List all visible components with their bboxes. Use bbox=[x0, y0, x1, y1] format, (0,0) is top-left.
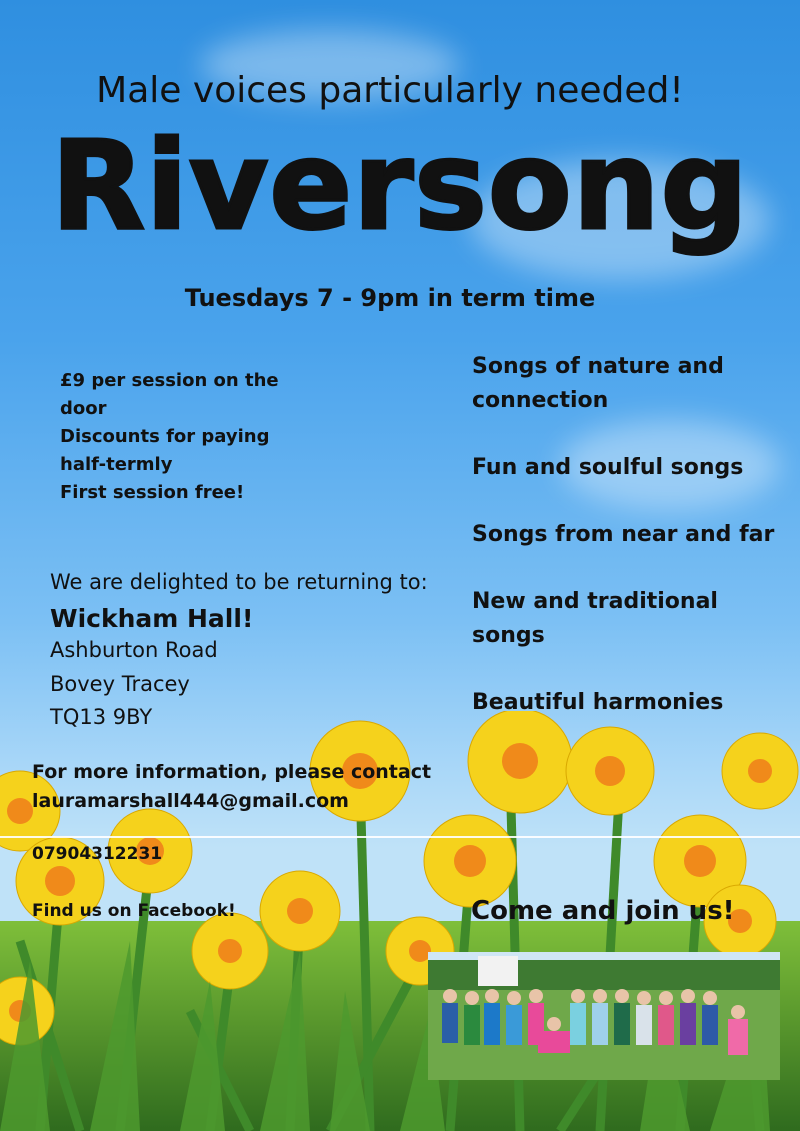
pricing-line: Discounts for paying bbox=[60, 426, 270, 447]
contact-prompt: For more information, please contact bbox=[32, 761, 432, 783]
pricing-line: First session free! bbox=[60, 482, 245, 503]
feature-item: Fun and soulful songs bbox=[472, 455, 744, 480]
page-title: Riversong bbox=[51, 115, 749, 257]
contact-phone[interactable]: 07904312231 bbox=[32, 844, 163, 864]
divider bbox=[0, 836, 800, 838]
feature-item: Beautiful harmonies bbox=[472, 690, 724, 715]
choir-group-image bbox=[428, 952, 780, 1080]
feature-item: Songs of nature and connection bbox=[472, 354, 724, 413]
pricing-line: £9 per session on the bbox=[60, 370, 279, 391]
feature-item: New and traditional songs bbox=[472, 589, 718, 648]
venue-intro: We are delighted to be returning to: bbox=[50, 570, 428, 594]
tagline: Male voices particularly needed! bbox=[96, 70, 684, 111]
call-to-action: Come and join us! bbox=[471, 896, 735, 926]
schedule: Tuesdays 7 - 9pm in term time bbox=[184, 284, 596, 312]
facebook-link[interactable]: Find us on Facebook! bbox=[32, 901, 236, 921]
contact-info bbox=[32, 758, 431, 816]
venue-address-line: Ashburton Road bbox=[50, 638, 218, 662]
contact-email[interactable]: lauramarshall444@gmail.com bbox=[32, 790, 349, 812]
group-photo bbox=[428, 952, 780, 1080]
venue-address-line: TQ13 9BY bbox=[50, 705, 153, 729]
pricing-info bbox=[60, 367, 320, 507]
venue-name: Wickham Hall! bbox=[50, 604, 254, 633]
feature-list bbox=[472, 350, 792, 753]
pricing-line: half-termly bbox=[60, 454, 173, 475]
venue-address-line: Bovey Tracey bbox=[50, 672, 190, 696]
pricing-line: door bbox=[60, 398, 107, 419]
feature-item: Songs from near and far bbox=[472, 522, 775, 547]
